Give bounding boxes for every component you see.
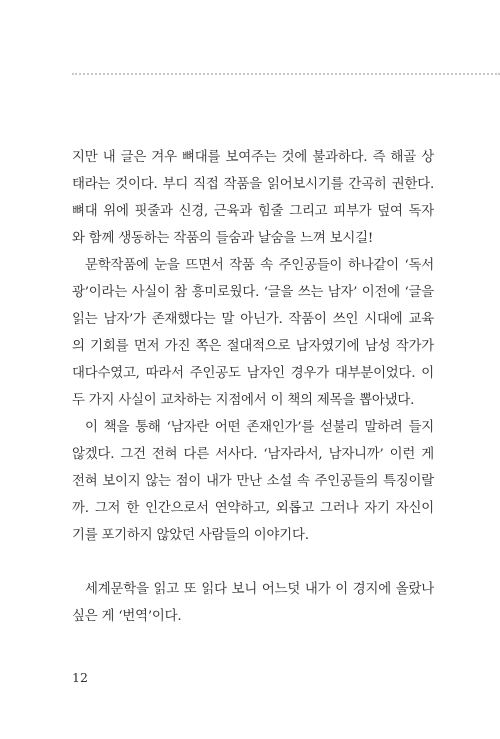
text-line: 읽는 남자’가 존재했다는 말 아닌가. 작품이 쓰인 시대에 교육 — [72, 312, 434, 327]
paragraph-4 — [72, 576, 434, 630]
text-line: 뼈대 위에 핏줄과 신경, 근육과 힘줄 그리고 피부가 덮여 독자 — [72, 204, 434, 219]
text-line: 의 기회를 먼저 가진 쪽은 절대적으로 남자였기에 남성 작가가 — [72, 339, 434, 354]
text-line: 기를 포기하지 않았던 사람들의 이야기다. — [72, 528, 309, 543]
text-line: 전혀 보이지 않는 점이 내가 만난 소설 속 주인공들의 특징이랄 — [72, 474, 434, 489]
text-line: 지만 내 글은 겨우 뼈대를 보여주는 것에 불과하다. 즉 해골 상 — [72, 150, 434, 165]
text-line: 않겠다. 그건 전혀 다른 서사다. ‘남자라서, 남자니까’ 이런 게 — [72, 447, 434, 462]
text-line: 와 함께 생동하는 작품의 들숨과 날숨을 느껴 보시길! — [72, 231, 374, 246]
paragraph-3 — [72, 414, 434, 549]
text-line: 싶은 게 ‘번역’이다. — [72, 609, 182, 624]
text-line: 까. 그저 한 인간으로서 연약하고, 외롭고 그러나 자기 자신이 — [72, 501, 434, 516]
page-number: 12 — [72, 670, 88, 685]
text-line: 문학작품에 눈을 뜨면서 작품 속 주인공들이 하나같이 ‘독서 — [85, 258, 434, 273]
text-line: 광’이라는 사실이 참 흥미로웠다. ‘글을 쓰는 남자’ 이전에 ‘글을 — [72, 285, 434, 300]
text-line: 태라는 것이다. 부디 직접 작품을 읽어보시기를 간곡히 권한다. — [72, 177, 434, 192]
body-text — [72, 144, 434, 630]
paragraph-2 — [72, 252, 434, 414]
text-line: 이 책을 통해 ‘남자란 어떤 존재인가’를 섣불리 말하려 들지 — [85, 420, 434, 435]
paragraph-gap — [72, 549, 434, 576]
header-divider — [72, 73, 500, 75]
text-line: 대다수였고, 따라서 주인공도 남자인 경우가 대부분이었다. 이 — [72, 366, 434, 381]
text-line: 세계문학을 읽고 또 읽다 보니 어느덧 내가 이 경지에 올랐나 — [85, 582, 434, 597]
paragraph-1 — [72, 144, 434, 252]
text-line: 두 가지 사실이 교차하는 지점에서 이 책의 제목을 뽑아냈다. — [72, 393, 415, 408]
